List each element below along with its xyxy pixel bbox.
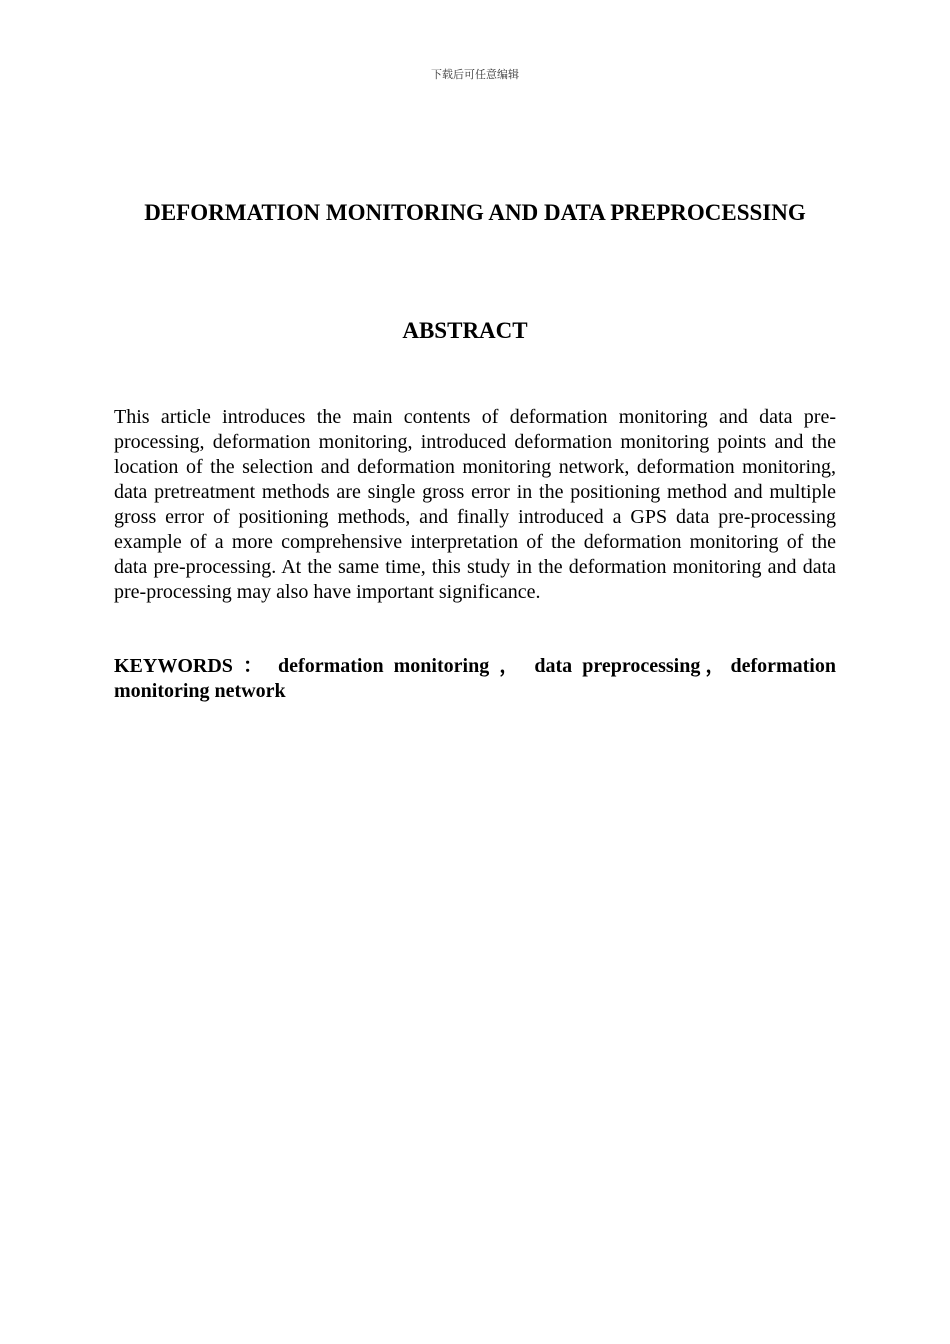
document-title: DEFORMATION MONITORING AND DATA PREPROCESSING	[144, 200, 806, 225]
abstract-heading: ABSTRACT	[402, 318, 528, 343]
header-note: 下载后可任意编辑	[431, 68, 519, 81]
keywords-line: KEYWORDS ： deformation monitoring ， data preprocessing，deformation monitoring network	[114, 655, 836, 702]
abstract-body: This article introduces the main contents of deformation monitoring and data pre-processing, deformation monitoring, introduced deformation monitoring points and the location of the selection and deformation monitoring network, deformation monitoring, data pretreatment methods are single gross error in the positioning method and multiple gross error of positioning methods, and finally introduced a GPS data pre-processing example of a more comprehensive interpretation of the deformation monitoring of the data pre-processing. At the same time, this study in the deformation monitoring and data pre-processing may also have important significance.	[114, 406, 836, 603]
